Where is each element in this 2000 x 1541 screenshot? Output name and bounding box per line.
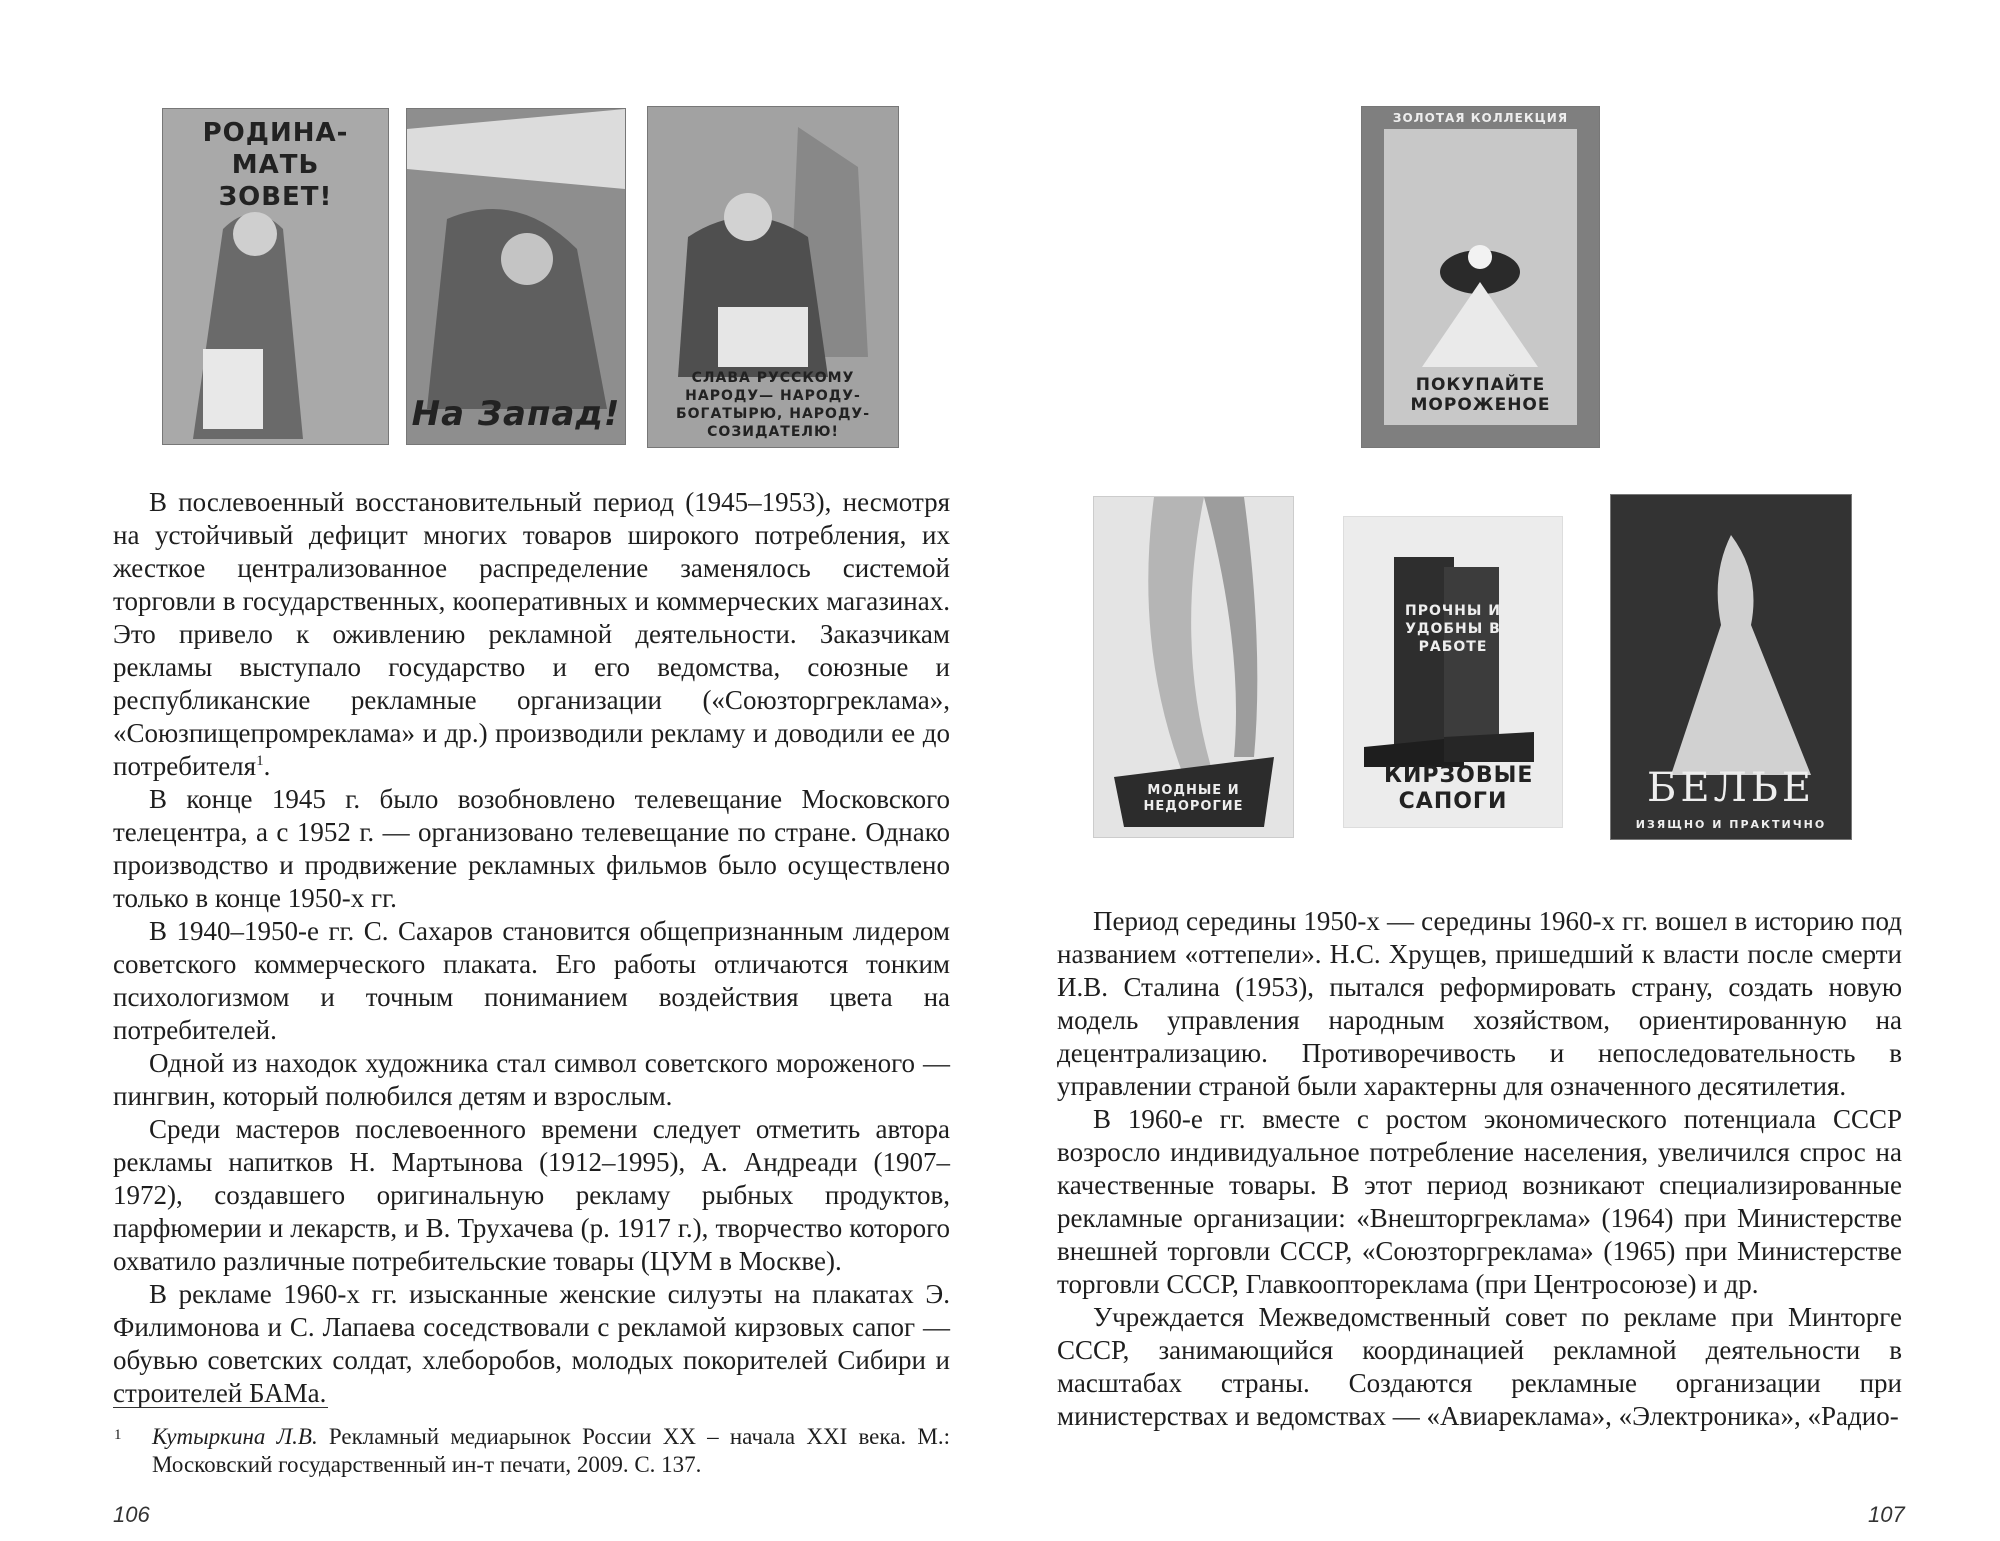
right-page [1000,0,2000,1541]
poster-rodina-mat-illustration [163,109,388,444]
poster-bele: БЕЛЬЕ ИЗЯЩНО И ПРАКТИЧНО [1610,494,1852,840]
paragraph: Период середины 1950-х — середины 1960-х гг. вошел в историю под названием «оттепели». Н.С. Хрущев, пришедший к власти после смерти И.В. Сталина (1953), пытался реформировать страну, создать новую модель управления народным хозяйством, ориентированную на децентрализацию. Противоречивость и непоследовательность в управлении страной были характерны для означенного десятилетия. [1057,906,1902,1101]
right-page-text [1057,905,1902,1433]
poster-chulki: МОДНЫЕ И НЕДОРОГИЕ [1093,496,1294,838]
poster-slava-russkomu-narodu: СЛАВА РУССКОМУ НАРОДУ— НАРОДУ-БОГАТЫРЮ, НАРОДУ-СОЗИДАТЕЛЮ! [647,106,899,448]
page-number: 107 [1868,1502,1905,1527]
paragraph: В конце 1945 г. было возобновлено телевещание Московского телецентра, а с 1952 г. — организовано телевещание по стране. Однако производство и продвижение рекламных фильмов было осуществлено только в конце 1950-х гг. [113,784,950,913]
footnote-marker: 1 [256,753,264,769]
footnote-divider [113,1407,328,1408]
page-number: 106 [113,1502,150,1527]
poster-kirzovye-sapogi: ПРОЧНЫ И УДОБНЫ В РАБОТЕ КИРЗОВЫЕ САПОГИ [1343,516,1563,828]
paragraph: В послевоенный восстановительный период (1945–1953), несмотря на устойчивый дефицит многих товаров широкого потребления, их жесткое централизованное распределение заменялось системой торговли в государственных, кооперативных и коммерческих магазинах. Это привело к оживлению рекламной деятельности. Заказчикам рекламы выступало государство и его ведомства, союзные и республиканские рекламные организации («Союзторгреклама», «Союзпищепромреклама» и др.) производили рекламу и доводили ее до потребителя$^1$. [113,487,950,781]
paragraph: В 1960-е гг. вместе с ростом экономического потенциала СССР возросло индивидуальное потребление населения, увеличился спрос на качественные товары. В этот период возникают специализированные рекламные организации: «Внешторгреклама» (1964) при Министерстве внешней торговли СССР, «Союзторгреклама» (1965) при Министерстве торговли СССР, Главкоопторекламa (при Центросоюзе) и др. [1057,1104,1902,1299]
poster-rodina-mat: РОДИНА-МАТЬ ЗОВЕТ! [162,108,389,445]
poster-na-zapad: На Запад! [406,108,626,445]
paragraph: В 1940–1950-е гг. С. Сахаров становится общепризнанным лидером советского коммерческого плаката. Его работы отличаются тонким психологизмом и точным пониманием воздействия цвета на потребителей. [113,916,950,1045]
footnote: 1 Кутыркина Л.В. Рекламный медиарынок России XX – начала XXI века. М.: Московский государственный ин-т печати, 2009. С. 137. [114,1424,950,1477]
poster-morozhenoe: ЗОЛОТАЯ КОЛЛЕКЦИЯ ПОКУПАЙТЕ МОРОЖЕНОЕ [1361,106,1600,448]
left-page-text [113,486,950,1410]
paragraph: В рекламе 1960-х гг. изысканные женские силуэты на плакатах Э. Филимонова и С. Лапаева соседствовали с рекламой кирзовых сапог — обувью советских солдат, хлеборобов, молодых покорителей Сибири и строителей БАМа. [113,1279,950,1408]
paragraph: Учреждается Межведомственный совет по рекламе при Минторге СССР, занимающийся координацией рекламной деятельности в масштабах страны. Создаются рекламные организации при министерствах и ведомствах — «Авиареклама», «Электроника», «Радио- [1057,1302,1902,1431]
paragraph: Одной из находок художника стал символ советского мороженого — пингвин, который полюбился детям и взрослым. [113,1048,950,1111]
paragraph: Среди мастеров послевоенного времени следует отметить автора рекламы напитков Н. Мартынова (1912–1995), А. Андреади (1907–1972), создавшего оригинальную рекламу рыбных продуктов, парфюмерии и лекарств, и В. Трухачева (р. 1917 г.), творчество которого охватило различные потребительские товары (ЦУМ в Москве). [113,1114,950,1276]
